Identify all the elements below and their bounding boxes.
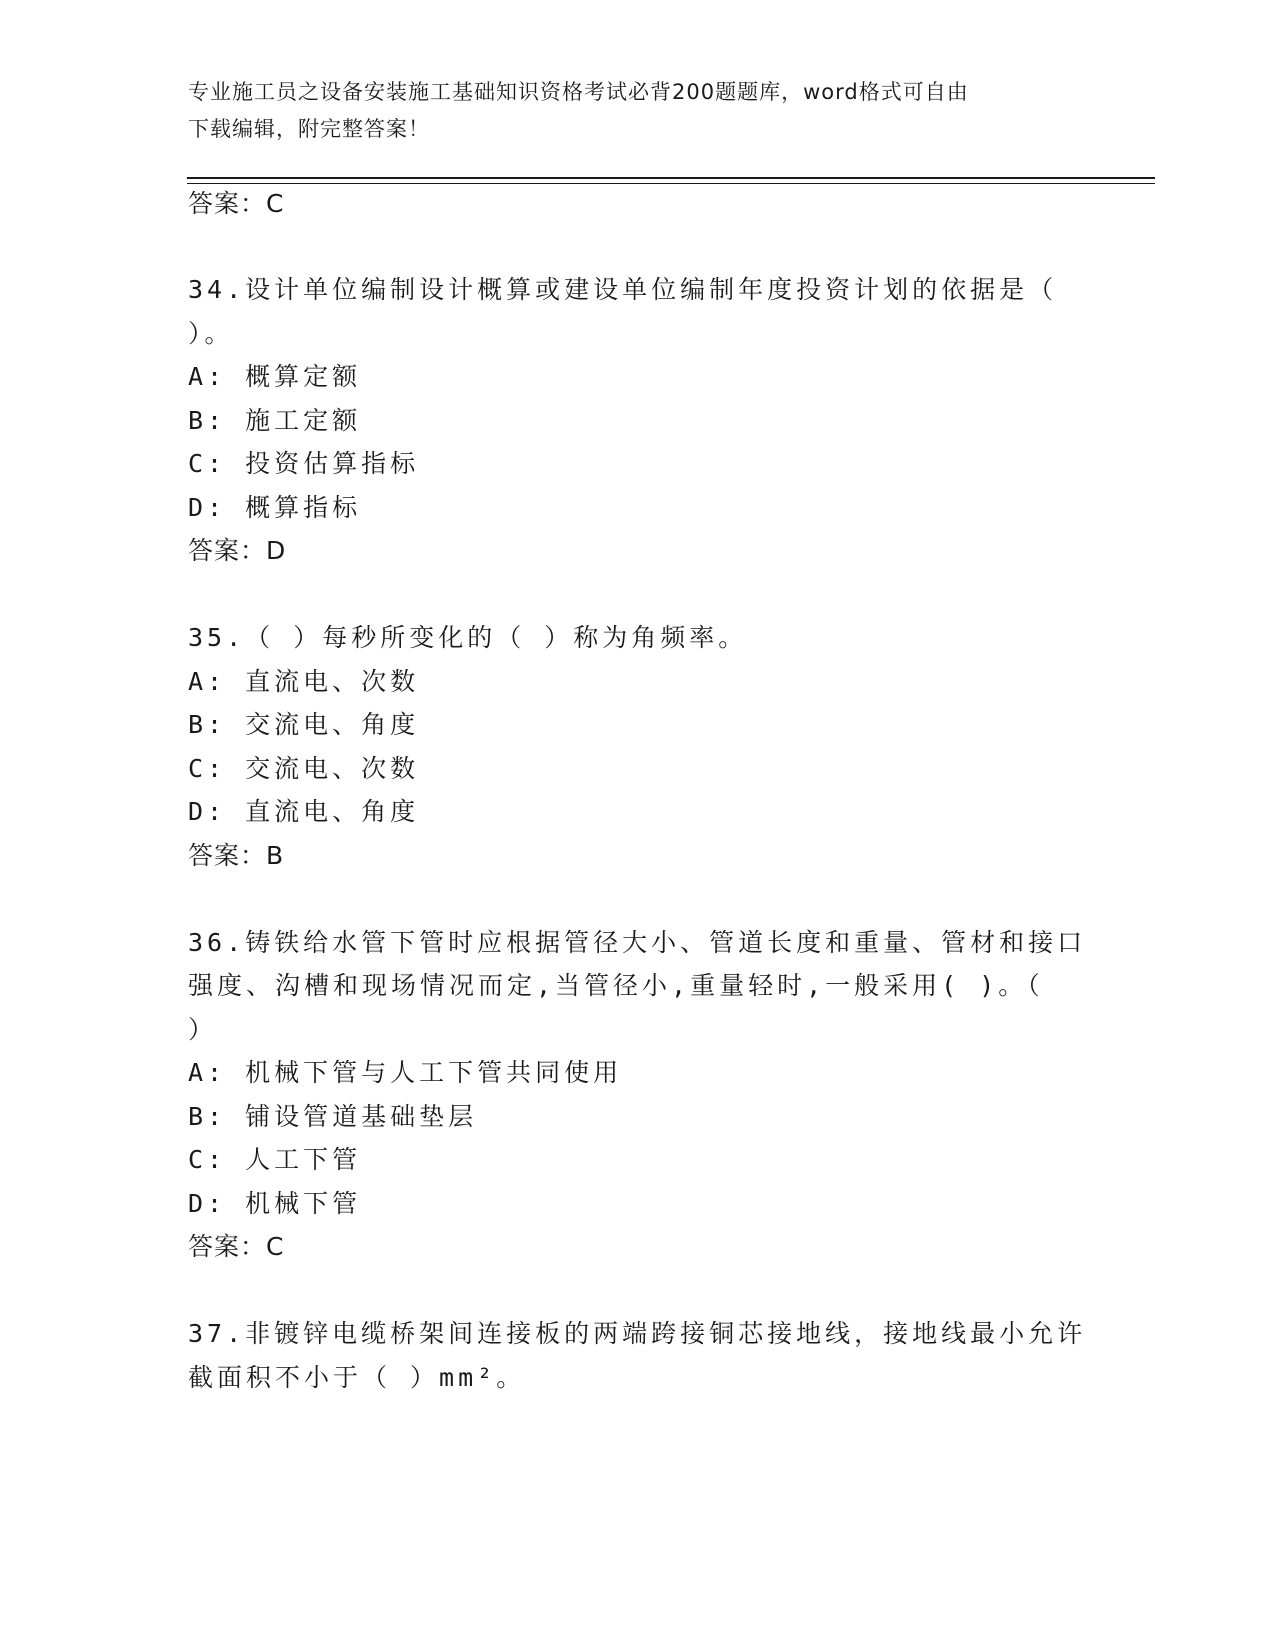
header-line-2: 下载编辑，附完整答案！ (188, 117, 430, 141)
document-header (188, 74, 1088, 148)
question-35-option-a: A: 直流电、次数 (188, 667, 420, 696)
question-37-stem-line-2: 截面积不小于（ ）mm²。 (188, 1363, 526, 1392)
question-36-option-c: C: 人工下管 (188, 1145, 362, 1174)
question-36-stem-line-1: 36.铸铁给水管下管时应根据管径大小、管道长度和重量、管材和接口 (188, 928, 1087, 957)
question-34-stem-line-1: 34.设计单位编制设计概算或建设单位编制年度投资计划的依据是（ (188, 275, 1058, 304)
question-36-option-a: A: 机械下管与人工下管共同使用 (188, 1058, 623, 1087)
answer-35: 答案：B (188, 841, 285, 870)
question-34-option-b: B: 施工定额 (188, 406, 362, 435)
question-34-option-a: A: 概算定额 (188, 362, 362, 391)
question-37-stem-line-1: 37.非镀锌电缆桥架间连接板的两端跨接铜芯接地线，接地线最小允许 (188, 1319, 1087, 1348)
question-36-stem-line-2: 强度、沟槽和现场情况而定,当管径小,重量轻时,一般采用( )。（ (188, 971, 1044, 1000)
question-35-option-b: B: 交流电、角度 (188, 710, 420, 739)
question-34-option-c: C: 投资估算指标 (188, 449, 420, 478)
question-34-option-d: D: 概算指标 (188, 493, 362, 522)
question-35-option-d: D: 直流电、角度 (188, 797, 420, 826)
question-35-option-c: C: 交流电、次数 (188, 754, 420, 783)
answer-33: 答案：C (188, 189, 285, 218)
header-rule-thick (187, 177, 1155, 179)
question-36-stem-line-3: ） (188, 1015, 218, 1044)
question-34-stem-line-2: ）。 (188, 319, 234, 348)
question-35-stem-line-1: 35.（ ）每秒所变化的（ ）称为角频率。 (188, 623, 748, 652)
answer-34: 答案：D (188, 536, 287, 565)
header-line-1: 专业施工员之设备安装施工基础知识资格考试必背200题题库，word格式可自由 (188, 80, 969, 104)
question-36-option-b: B: 铺设管道基础垫层 (188, 1102, 478, 1131)
answer-36: 答案：C (188, 1232, 285, 1261)
header-rule-thin (187, 183, 1155, 184)
question-36-option-d: D: 机械下管 (188, 1189, 362, 1218)
